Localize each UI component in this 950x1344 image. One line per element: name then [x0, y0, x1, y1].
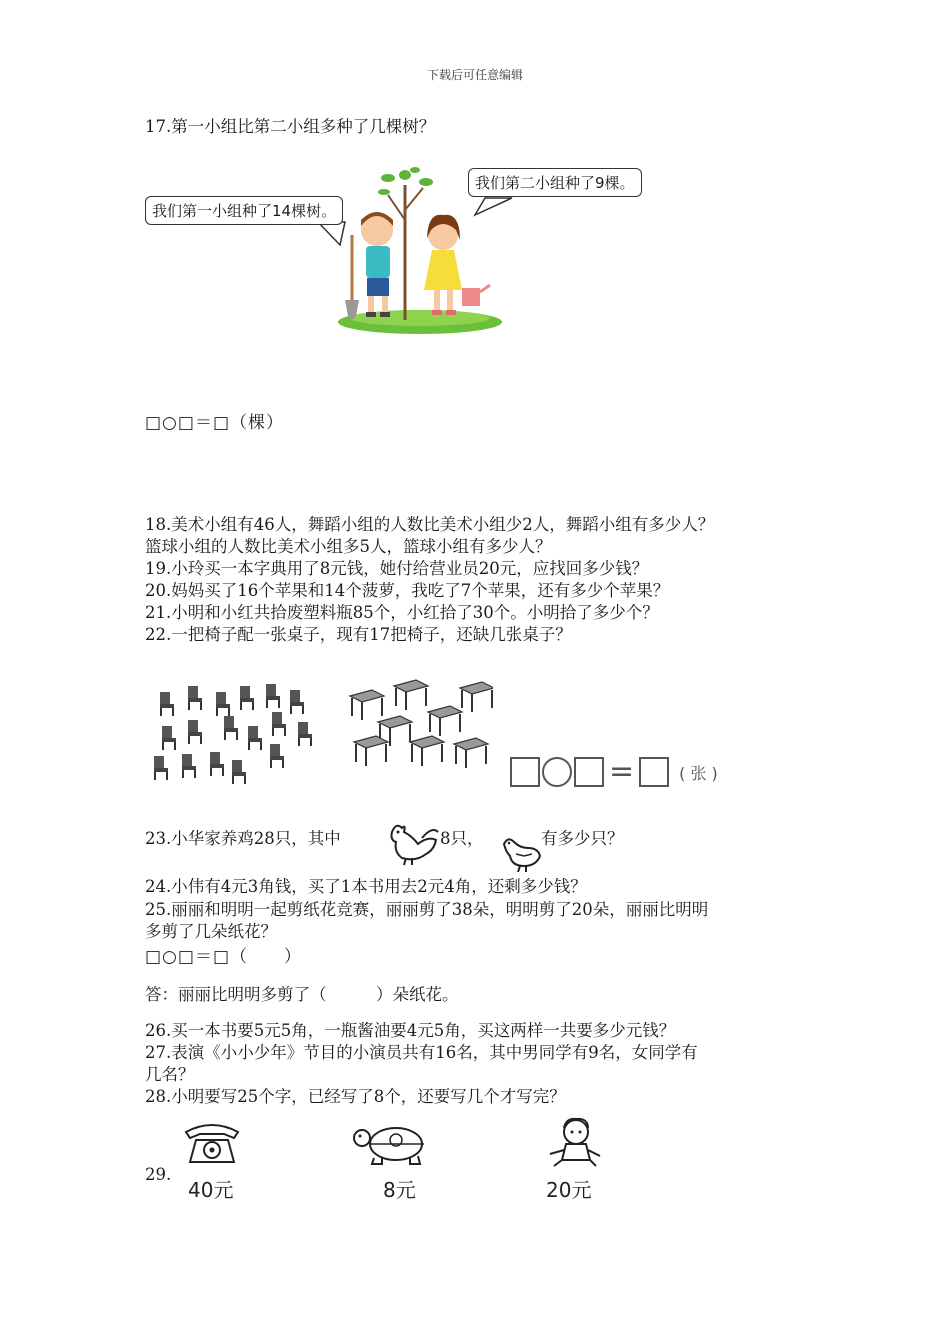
equals-sign: =: [609, 754, 635, 789]
unit-label: ( 张 ): [679, 763, 718, 783]
question-23-part-1: 23.小华家养鸡28只，其中: [145, 829, 341, 848]
q17-illustration: [140, 160, 660, 340]
question-27-line-1: 27.表演《小小少年》节目的小演员共有16名，其中男同学有9名，女同学有: [145, 1043, 698, 1062]
q25-formula: □○□＝□（ ）: [145, 947, 303, 967]
price-doll: 20元: [546, 1178, 592, 1202]
question-26: 26.买一本书要5元5角，一瓶酱油要4元5角，买这两样一共要多少元钱？: [145, 1021, 676, 1040]
question-19: 19.小玲买一本字典用了8元钱，她付给营业员20元，应找回多少钱？: [145, 559, 649, 578]
price-telephone: 40元: [188, 1178, 234, 1202]
speech-bubble-group-two: 我们第二小组种了9棵。: [468, 168, 642, 197]
answer-box: [639, 757, 669, 787]
question-22: 22.一把椅子配一张桌子，现有17把椅子，还缺几张桌子？: [145, 625, 572, 644]
question-27-line-2: 几名？: [145, 1065, 195, 1084]
turtle-toy-icon: [352, 1118, 432, 1168]
telephone-icon: [182, 1118, 242, 1168]
question-18-line-1: 18.美术小组有46人，舞蹈小组的人数比美术小组少2人，舞蹈小组有多少人？: [145, 515, 715, 534]
question-25-line-2: 多剪了几朵纸花？: [145, 922, 277, 941]
question-28: 28.小明要写25个字，已经写了8个，还要写几个才写完？: [145, 1087, 566, 1106]
question-24: 24.小伟有4元3角钱，买了1本书用去2元4角，还剩多少钱？: [145, 877, 587, 896]
q25-answer: 答：丽丽比明明多剪了（ ）朵纸花。: [145, 985, 459, 1004]
q17-formula: □○□＝□（棵）: [145, 413, 285, 433]
answer-box: [510, 757, 540, 787]
question-23-part-3: 有多少只？: [541, 829, 624, 848]
hen-icon: [498, 832, 542, 872]
rooster-icon: [382, 818, 440, 866]
question-21: 21.小明和小红共拾废塑料瓶85个，小红拾了30个。小明拾了多少个？: [145, 603, 659, 622]
question-25-line-1: 25.丽丽和明明一起剪纸花竞赛，丽丽剪了38朵，明明剪了20朵，丽丽比明明: [145, 900, 709, 919]
question-20: 20.妈妈买了16个苹果和14个菠萝，我吃了7个苹果，还有多少个苹果？: [145, 581, 670, 600]
answer-box: [574, 757, 604, 787]
q22-formula: [510, 754, 718, 789]
doll-icon: [544, 1116, 604, 1170]
speech-bubble-group-one: 我们第一小组种了14棵树。: [145, 196, 343, 225]
question-23-part-2: 8只，: [440, 829, 484, 848]
operator-circle: [542, 757, 572, 787]
question-29-label: 29.: [145, 1165, 172, 1184]
chairs-and-tables-image: [148, 676, 493, 786]
page-header: 下载后可任意编辑: [426, 68, 523, 82]
question-17: 17.第一小组比第二小组多种了几棵树？: [145, 117, 436, 136]
price-turtle-toy: 8元: [383, 1178, 416, 1202]
question-18-line-2: 篮球小组的人数比美术小组多5人，篮球小组有多少人？: [145, 537, 552, 556]
